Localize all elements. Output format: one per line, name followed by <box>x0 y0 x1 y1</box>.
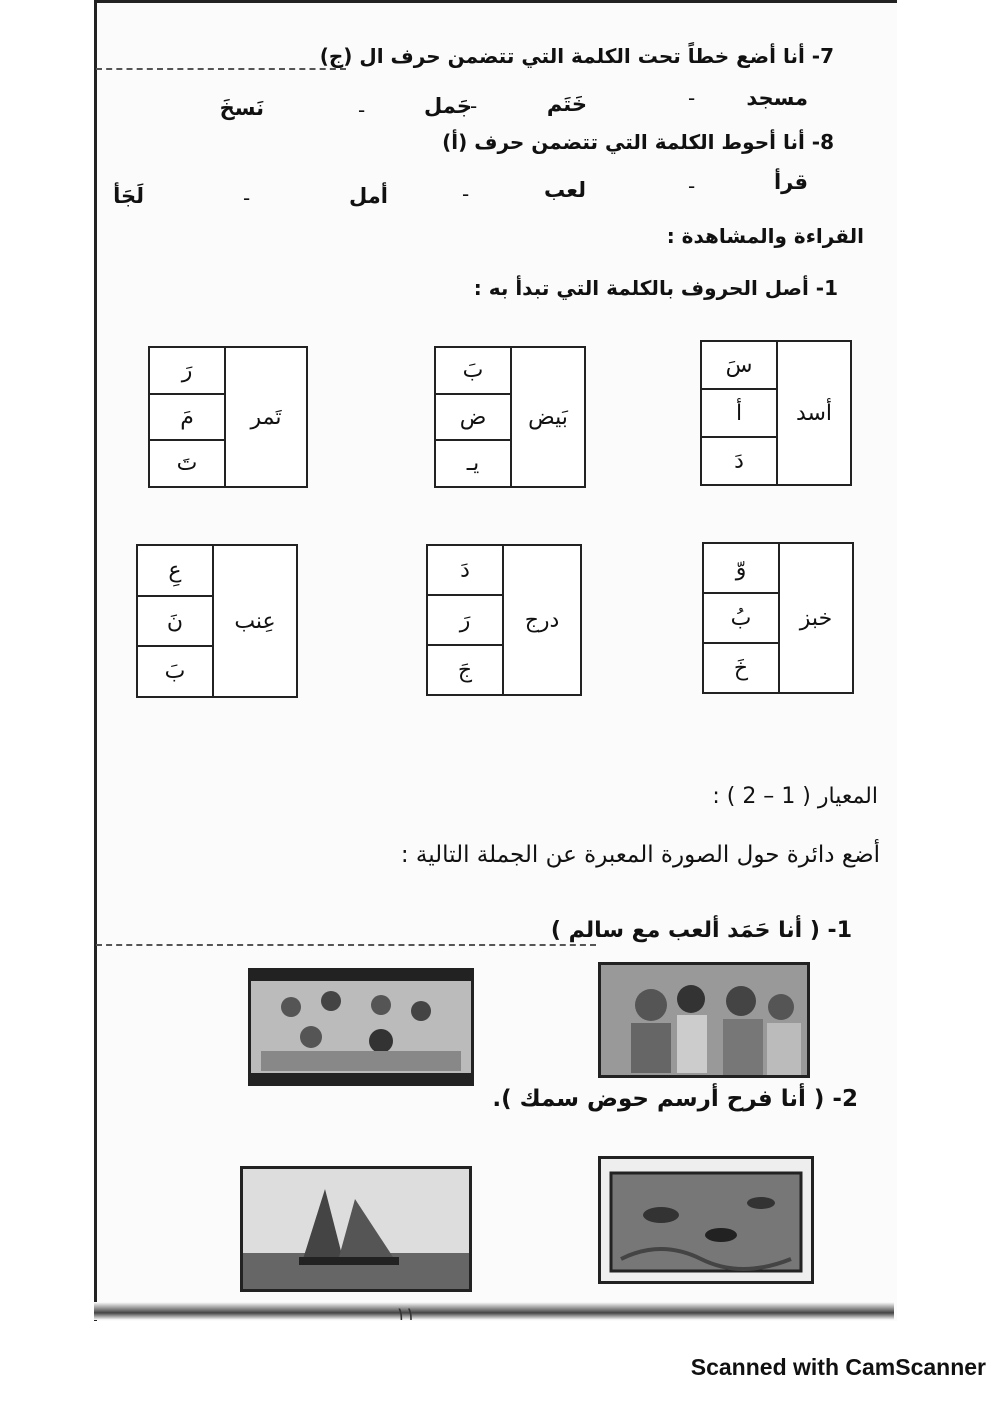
connect-title: 1- أصل الحروف بالكلمة التي تبدأ به : <box>473 276 838 300</box>
q7-word-3: جَمل <box>424 94 472 118</box>
q8-dash-1: - <box>688 174 696 198</box>
q8-word-3: أمل <box>349 184 388 208</box>
q7-dash-3: - <box>358 98 366 122</box>
letter-cell[interactable]: نَ <box>138 597 212 648</box>
letter-box-word: تَمر <box>224 348 306 486</box>
q8-dash-3: - <box>243 186 251 210</box>
letter-cell[interactable]: أ <box>702 390 776 438</box>
letter-cell[interactable]: جَ <box>457 657 473 683</box>
q7-dash-1: - <box>688 86 696 110</box>
reading-section-heading: القراءة والمشاهدة : <box>666 224 864 248</box>
boys-playing-illustration <box>601 965 807 1075</box>
criterion-instruction: أضع دائرة حول الصورة المعبرة عن الجملة التالية : <box>400 842 880 868</box>
criterion-label: المعيار ( 1 – 2 ) : <box>712 784 878 809</box>
fish-tank-picture[interactable] <box>598 1156 814 1284</box>
letter-box-3 <box>148 346 308 488</box>
letter-box-1 <box>700 340 852 486</box>
letter-box-word: خبز <box>778 544 852 692</box>
letter-cell[interactable]: تَ <box>176 451 198 477</box>
q8-word-4: لَجَأ <box>113 184 144 208</box>
q8-title: 8- أنا أحوط الكلمة التي تتضمن حرف (أ) <box>442 130 834 154</box>
q7-word-2: خَتَم <box>546 92 587 116</box>
q7-dash-2: - <box>470 94 478 118</box>
sentence-1-underline <box>96 944 596 946</box>
letter-cell[interactable]: بَ <box>164 659 186 685</box>
letter-box-4 <box>702 542 854 694</box>
letter-cell[interactable]: دَ <box>428 546 502 596</box>
q7-word-4: نَسخَ <box>219 96 264 120</box>
sailboat-illustration <box>243 1169 469 1289</box>
page-edge <box>94 1302 894 1320</box>
sentence-1: 1- ( أنا حَمَد ألعب مع سالم ) <box>550 918 852 943</box>
letter-cell[interactable]: بَ <box>436 348 510 395</box>
q8-dash-2: - <box>462 182 470 206</box>
page-number: ١١ <box>396 1304 416 1325</box>
letter-cell[interactable]: رَ <box>150 348 224 395</box>
q7-word-1: مسجد <box>746 86 808 110</box>
letter-box-5 <box>426 544 582 696</box>
letter-box-word: أسد <box>776 342 850 484</box>
letter-box-2 <box>434 346 586 488</box>
letter-cell[interactable]: بُ <box>704 594 778 644</box>
fish-tank-illustration <box>601 1159 811 1281</box>
letter-box-word: عِنب <box>212 546 296 696</box>
letter-cell[interactable]: خَ <box>733 655 749 681</box>
letter-box-word: بَيض <box>510 348 584 486</box>
letter-box-6 <box>136 544 298 698</box>
q8-word-1: قرأ <box>773 170 808 194</box>
camscanner-watermark: Scanned with CamScanner <box>690 1354 986 1380</box>
q7-divider <box>96 68 346 70</box>
letter-cell[interactable]: دَ <box>734 448 744 474</box>
letter-cell[interactable]: مَ <box>150 395 224 442</box>
boys-playing-picture[interactable] <box>598 962 810 1078</box>
letter-box-word: درج <box>502 546 580 694</box>
q7-title: 7- أنا أضع خطاً تحت الكلمة التي تتضمن حرف ال (ج) <box>319 44 834 68</box>
letter-cell[interactable]: عِ <box>138 546 212 597</box>
letter-cell[interactable]: سَ <box>702 342 776 390</box>
letter-cell[interactable]: رَ <box>428 596 502 646</box>
classroom-illustration <box>251 971 471 1083</box>
letter-cell[interactable]: وّ <box>704 544 778 594</box>
letter-cell[interactable]: يـ <box>466 451 480 477</box>
classroom-picture[interactable] <box>248 968 474 1086</box>
letter-cell[interactable]: ض <box>436 395 510 442</box>
sailboat-picture[interactable] <box>240 1166 472 1292</box>
q8-word-2: لعب <box>544 178 586 202</box>
sentence-2: 2- ( أنا فرح أرسم حوض سمك ). <box>492 1086 858 1112</box>
